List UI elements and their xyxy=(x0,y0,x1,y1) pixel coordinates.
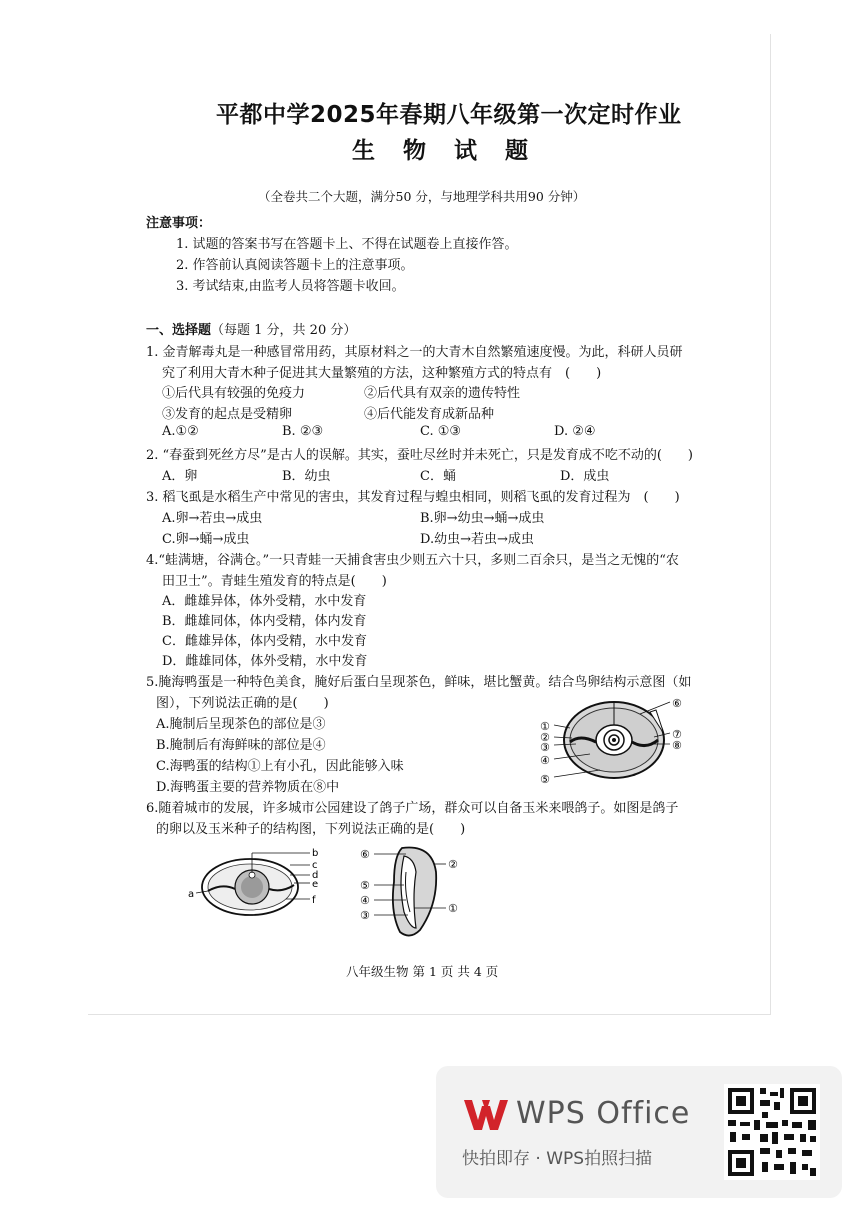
q4-option-c: C．雌雄异体，体内受精，水中发育 xyxy=(162,634,367,649)
page-title: 平都中学2025年春期八年级第一次定时作业 xyxy=(216,102,682,128)
wps-tagline: 快拍即存 · WPS拍照扫描 xyxy=(462,1149,653,1169)
corn-seed-diagram xyxy=(354,842,466,942)
q2-option-b: B．幼虫 xyxy=(282,469,331,484)
notes-heading: 注意事项： xyxy=(146,216,212,231)
corn-label: ⑤ xyxy=(360,879,370,892)
pigeon-egg-label: e xyxy=(312,879,319,890)
pigeon-egg-label: c xyxy=(312,860,318,871)
wps-watermark-card xyxy=(436,1066,842,1198)
note-item: 2. 作答前认真阅读答题卡上的注意事项。 xyxy=(176,258,414,273)
corn-label: ⑥ xyxy=(360,848,370,861)
q1-option-d: D. ②④ xyxy=(554,424,596,439)
q4-option-b: B．雌雄同体，体内受精，体内发育 xyxy=(162,614,367,629)
q5-option-b: B.腌制后有海鲜味的部位是④ xyxy=(156,738,326,753)
pigeon-egg-diagram xyxy=(186,845,326,920)
egg-label: ⑦ xyxy=(672,728,682,741)
pigeon-egg-label: a xyxy=(188,889,195,900)
q1-option-b: B. ②③ xyxy=(282,424,324,439)
egg-label: ④ xyxy=(540,754,550,767)
q2-option-d: D．成虫 xyxy=(560,469,610,484)
egg-label: ① xyxy=(540,720,550,733)
q6-stem: 6.随着城市的发展，许多城市公园建设了鸽子广场，群众可以自备玉米来喂鸽子。如图是鸽子 xyxy=(146,801,679,816)
q3-stem: 3. 稻飞虱是水稻生产中常见的害虫，其发育过程与蝗虫相同，则稻飞虱的发育过程为 ( ) xyxy=(146,490,680,505)
page-subtitle: 生 物 试 题 xyxy=(352,138,539,164)
bird-egg-diagram xyxy=(530,690,700,790)
q3-option-a: A.卵→若虫→成虫 xyxy=(162,511,263,526)
section-heading-main: 一、选择题 xyxy=(146,323,212,338)
q4-option-d: D．雌雄同体，体外受精，水中发育 xyxy=(162,654,368,669)
corn-label: ② xyxy=(448,858,458,871)
q3-option-d: D.幼虫→若虫→成虫 xyxy=(420,532,534,547)
corn-label: ④ xyxy=(360,894,370,907)
q5-option-a: A.腌制后呈现茶色的部位是③ xyxy=(156,717,326,732)
q1-statement: ③发育的起点是受精卵 xyxy=(162,407,293,422)
q5-option-c: C.海鸭蛋的结构①上有小孔，因此能够入味 xyxy=(156,759,404,774)
q3-option-c: C.卵→蛹→成虫 xyxy=(162,532,250,547)
exam-info: （全卷共二个大题，满分50 分，与地理学科共用90 分钟） xyxy=(258,189,586,204)
q5-stem: 图），下列说法正确的是( ) xyxy=(156,696,329,711)
q1-option-c: C. ①③ xyxy=(420,424,462,439)
q5-stem: 5.腌海鸭蛋是一种特色美食，腌好后蛋白呈现茶色，鲜味，堪比蟹黄。结合鸟卵结构示意图（如 xyxy=(146,675,692,690)
q2-stem: 2. “春蚕到死丝方尽”是古人的误解。其实，蚕吐尽丝时并未死亡，只是发育成不吃不动的( ) xyxy=(146,448,693,463)
corn-label: ③ xyxy=(360,909,370,922)
q6-stem: 的卵以及玉米种子的结构图，下列说法正确的是( ) xyxy=(156,822,466,837)
q3-option-b: B.卵→幼虫→蛹→成虫 xyxy=(420,511,545,526)
egg-label: ⑤ xyxy=(540,773,550,786)
q2-option-a: A．卵 xyxy=(162,469,198,484)
note-item: 1. 试题的答案书写在答题卡上、不得在试题卷上直接作答。 xyxy=(176,237,518,252)
q1-statement: ②后代具有双亲的遗传特性 xyxy=(364,386,521,401)
page-footer: 八年级生物 第 1 页 共 4 页 xyxy=(346,964,499,979)
corn-label: ① xyxy=(448,902,458,915)
q1-option-a: A.①② xyxy=(162,424,199,439)
q1-stem: 1. 金青解毒丸是一种感冒常用药，其原材料之一的大青木自然繁殖速度慢。为此，科研人员研 xyxy=(146,345,683,360)
pigeon-egg-label: d xyxy=(312,870,319,881)
egg-label: ② xyxy=(540,731,550,744)
q4-option-a: A．雌雄异体，体外受精，水中发育 xyxy=(162,594,367,609)
q4-stem: 田卫士”。青蛙生殖发育的特点是( ) xyxy=(162,574,387,589)
egg-label: ⑥ xyxy=(672,697,682,710)
pigeon-egg-label: f xyxy=(312,895,316,906)
wps-brand-text: WPS Office xyxy=(516,1096,691,1131)
q5-option-d: D.海鸭蛋主要的营养物质在⑧中 xyxy=(156,780,340,795)
wps-logo-icon xyxy=(462,1096,510,1134)
qr-code-icon xyxy=(724,1084,820,1180)
q1-statement: ④后代能发育成新品种 xyxy=(364,407,495,422)
note-item: 3. 考试结束,由监考人员将答题卡收回。 xyxy=(176,279,405,294)
q4-stem: 4.“蛙满塘，谷满仓。”一只青蛙一天捕食害虫少则五六十只，多则二百余只，是当之无愧的“农 xyxy=(146,553,679,568)
section-heading-detail: （每题 1 分，共 20 分） xyxy=(211,323,357,338)
q1-stem: 究了利用大青木种子促进其大量繁殖的方法，这种繁殖方式的特点有 ( ) xyxy=(162,366,602,381)
q1-statement: ①后代具有较强的免疫力 xyxy=(162,386,306,401)
pigeon-egg-label: b xyxy=(312,848,319,859)
egg-label: ③ xyxy=(540,741,550,754)
q2-option-c: C．蛹 xyxy=(420,469,456,484)
section-heading xyxy=(146,319,356,338)
egg-label: ⑧ xyxy=(672,739,682,752)
